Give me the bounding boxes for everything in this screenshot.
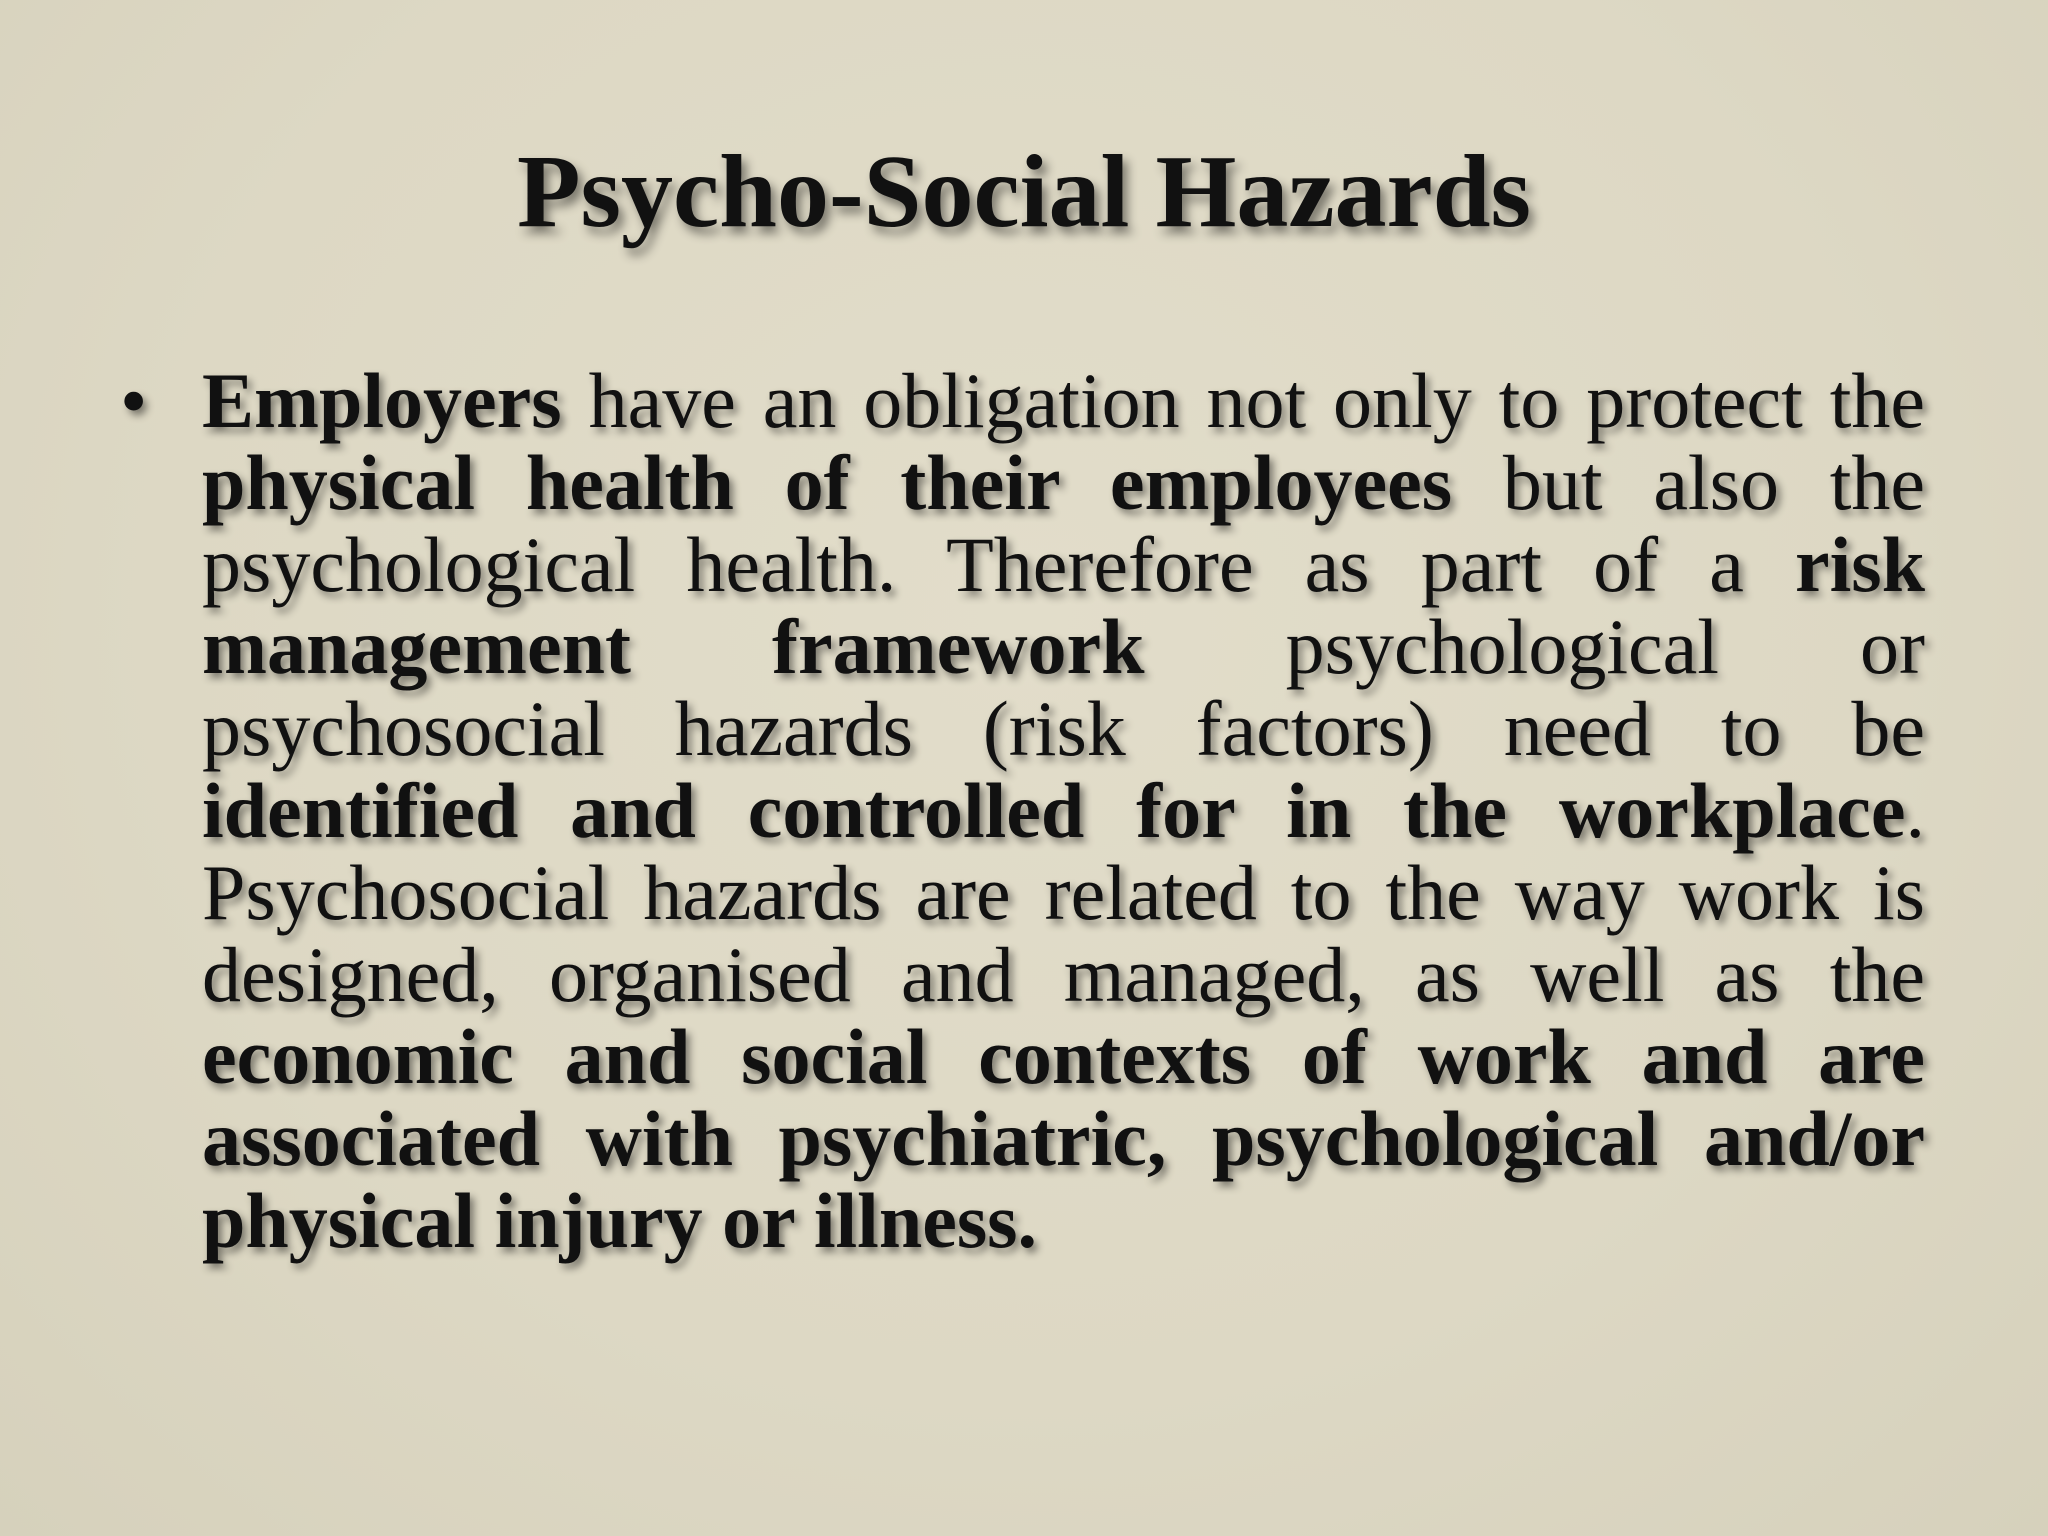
slide-title: Psycho-Social Hazards: [517, 134, 1531, 249]
bold-text-employers: Employers: [202, 357, 562, 444]
text-segment: . Psychosocial hazards are related to the way work is designed, organised and managed, as well as the: [202, 767, 1925, 1018]
bold-text-identified-controlled: identified and controlled for in the workplace: [202, 767, 1906, 854]
text-segment: psychological or psychosocial hazards (risk factors) need to be: [202, 603, 1925, 772]
bullet-icon: •: [120, 357, 148, 444]
bold-text-economic-social: economic and social contexts of work and are associated with psychiatric, psychological and/or physical injury or illness.: [202, 1013, 1925, 1264]
bold-text-risk-framework: risk management framework: [202, 521, 1925, 690]
text-segment: but also the psychological health. Therefore as part of a: [202, 439, 1925, 608]
bold-text-physical-health: physical health of their employees: [202, 439, 1453, 526]
text-segment: have an obligation not only to protect the: [561, 357, 1925, 444]
bullet-paragraph: [202, 357, 1925, 1264]
